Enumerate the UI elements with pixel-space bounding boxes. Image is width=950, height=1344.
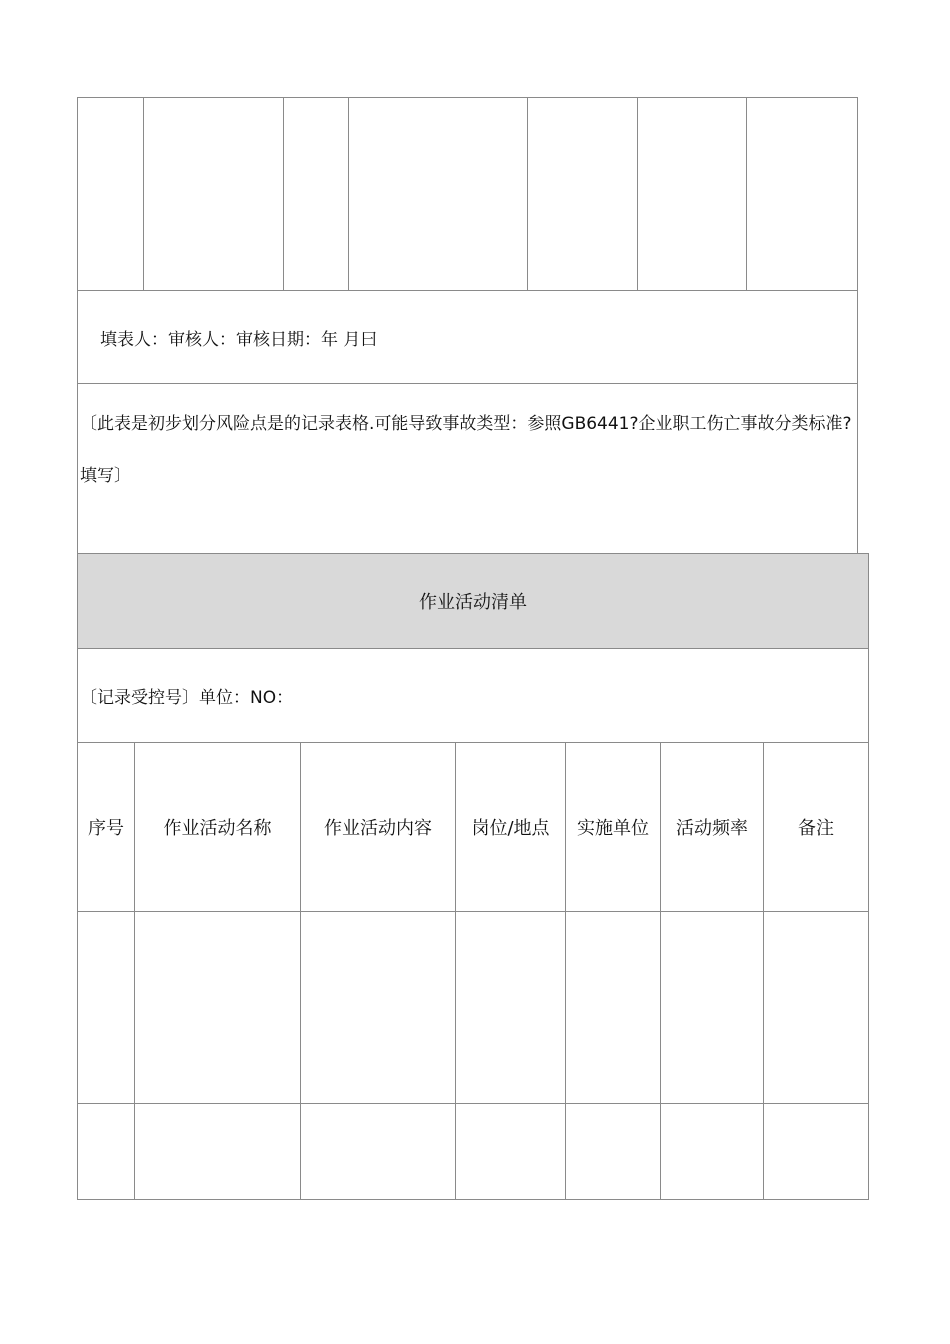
title-row <box>78 554 869 649</box>
table-title: 作业活动清单 <box>78 554 869 649</box>
signer-row <box>78 291 858 384</box>
risk-point-table <box>77 97 858 554</box>
activity-list-table <box>77 553 869 1200</box>
column-header-activity-content: 作业活动内容 <box>301 743 456 912</box>
form-note: 〔此表是初步划分风险点是的记录表格.可能导致事故类型：参照GB6441?企业职工伤亡事故分类标准?填写〕 <box>78 384 858 554</box>
table-cell <box>78 912 135 1104</box>
column-header-activity-name: 作业活动名称 <box>135 743 301 912</box>
table-cell <box>638 98 747 291</box>
table-cell <box>301 912 456 1104</box>
column-header-implementing-unit: 实施单位 <box>566 743 661 912</box>
column-header-frequency: 活动频率 <box>661 743 764 912</box>
column-header-index: 序号 <box>78 743 135 912</box>
table-row <box>78 912 869 1104</box>
table-cell <box>135 1104 301 1200</box>
table-cell <box>456 912 566 1104</box>
table-cell <box>301 1104 456 1200</box>
table-row <box>78 1104 869 1200</box>
column-header-remarks: 备注 <box>764 743 869 912</box>
table-cell <box>135 912 301 1104</box>
table-cell <box>144 98 284 291</box>
signer-line: 填表人：审核人：审核日期：年 月曰 <box>78 291 858 384</box>
table-cell <box>349 98 528 291</box>
table-cell <box>528 98 638 291</box>
table-cell <box>284 98 349 291</box>
column-header-post-location: 岗位/地点 <box>456 743 566 912</box>
table-cell <box>78 1104 135 1200</box>
table-cell <box>661 1104 764 1200</box>
empty-data-row <box>78 98 858 291</box>
record-line: 〔记录受控号〕单位：NO： <box>78 649 869 743</box>
header-row <box>78 743 869 912</box>
table-cell <box>78 98 144 291</box>
table-cell <box>456 1104 566 1200</box>
table-cell <box>566 1104 661 1200</box>
record-row <box>78 649 869 743</box>
table-cell <box>661 912 764 1104</box>
table-cell <box>764 1104 869 1200</box>
note-row <box>78 384 858 554</box>
table-cell <box>566 912 661 1104</box>
table-cell <box>747 98 858 291</box>
table-cell <box>764 912 869 1104</box>
